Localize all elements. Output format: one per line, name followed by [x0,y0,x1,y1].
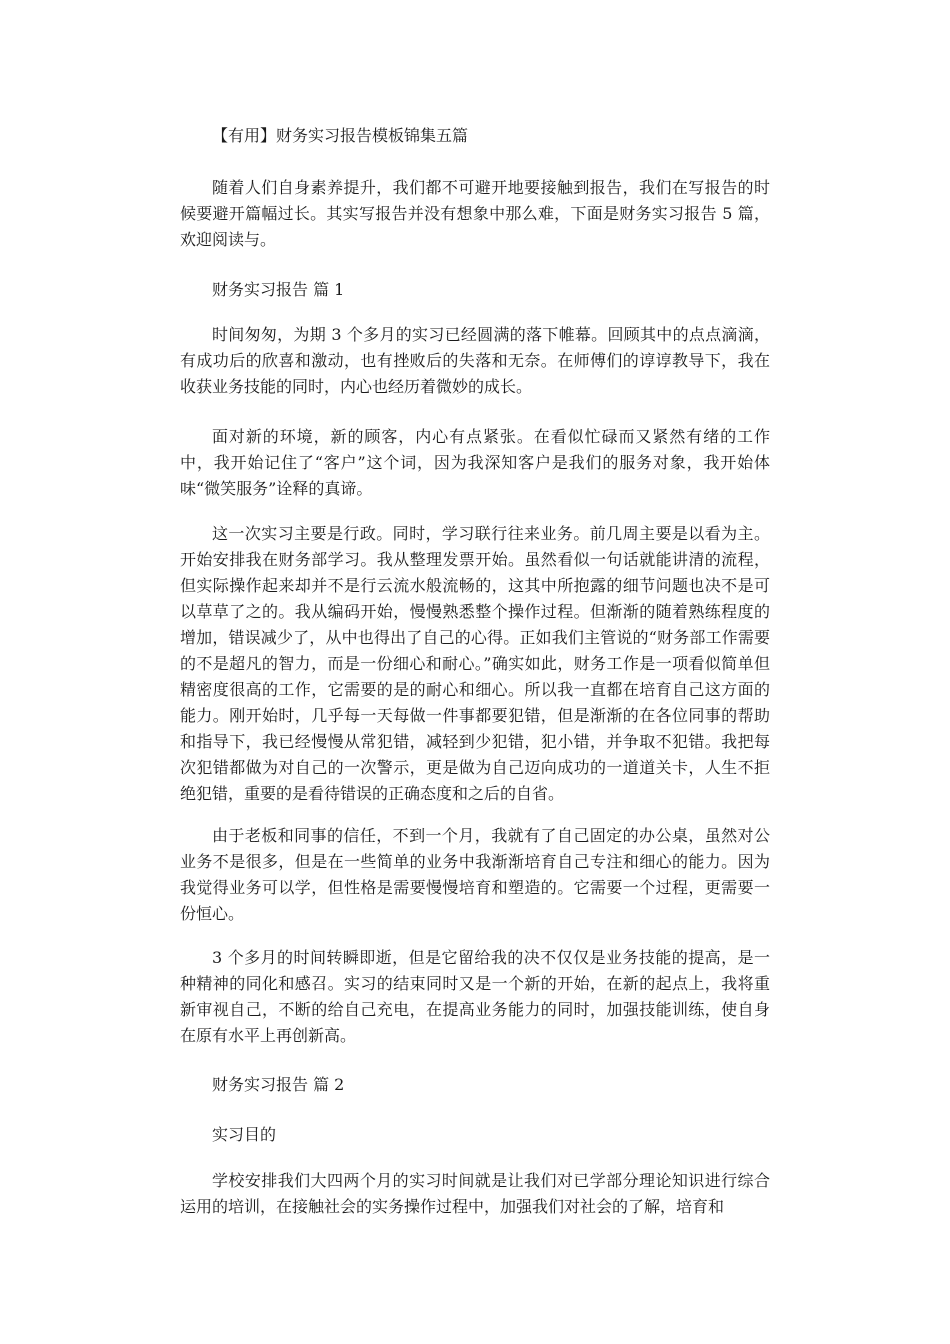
section-2-paragraph-1 [180,1168,770,1220]
section-1-paragraph-3 [180,521,770,807]
section-1-paragraph-5 [180,945,770,1049]
paragraph-text: 时间匆匆，为期 3 个多月的实习已经圆满的落下帷幕。回顾其中的点点滴滴，有成功后的欣喜和激动，也有挫败后的失落和无奈。在师傅们的谆谆教导下，我在收获业务技能的同时，内心也经历着微妙的成长。 [180,325,770,396]
section-1-paragraph-2 [180,424,770,502]
document-title: 【有用】财务实习报告模板锦集五篇 [212,126,469,145]
intro-paragraph [180,175,770,253]
paragraph-text: 3 个多月的时间转瞬即逝，但是它留给我的决不仅仅是业务技能的提高，是一种精神的同化和感召。实习的结束同时又是一个新的开始，在新的起点上，我将重新审视自己，不断的给自己充电，在提高业务能力的同时，加强技能训练，使自身在原有水平上再创新高。 [180,948,770,1045]
intro-text: 随着人们自身素养提升，我们都不可避开地要接触到报告，我们在写报告的时候要避开篇幅过长。其实写报告并没有想象中那么难，下面是财务实习报告 5 篇，欢迎阅读与。 [180,178,770,249]
section-1-paragraph-1 [180,322,770,400]
paragraph-text: 由于老板和同事的信任，不到一个月，我就有了自己固定的办公桌，虽然对公业务不是很多，但是在一些简单的业务中我渐渐培育自己专注和细心的能力。因为我觉得业务可以学，但性格是需要慢慢培育和塑造的。它需要一个过程，更需要一份恒心。 [180,826,770,923]
section-2-subheading: 实习目的 [212,1125,277,1144]
paragraph-text: 这一次实习主要是行政。同时，学习联行往来业务。前几周主要是以看为主。开始安排我在财务部学习。我从整理发票开始。虽然看似一句话就能讲清的流程，但实际操作起来却并不是行云流水般流畅的，这其中所抱露的细节问题也决不是可以草草了之的。我从编码开始，慢慢熟悉整个操作过程。但渐渐的随着熟练程度的增加，错误减少了，从中也得出了自己的心得。正如我们主管说的“财务部工作需要的不是超凡的智力，而是一份细心和耐心。”确实如此，财务工作是一项看似简单但精密度很高的工作，它需要的是的耐心和细心。所以我一直都在培育自己这方面的能力。刚开始时，几乎每一天每做一件事都要犯错，但是渐渐的在各位同事的帮助和指导下，我已经慢慢从常犯错，减轻到少犯错，犯小错，并争取不犯错。我把每次犯错都做为对自己的一次警示，更是做为自己迈向成功的一道道关卡，人生不拒绝犯错，重要的是看待错误的正确态度和之后的自省。 [180,524,770,803]
paragraph-text: 学校安排我们大四两个月的实习时间就是让我们对已学部分理论知识进行综合运用的培训，在接触社会的实务操作过程中，加强我们对社会的了解，培育和 [180,1171,770,1216]
section-1-heading: 财务实习报告 篇 1 [212,280,345,299]
section-2-heading: 财务实习报告 篇 2 [212,1075,345,1094]
section-1-paragraph-4 [180,823,770,927]
paragraph-text: 面对新的环境，新的顾客，内心有点紧张。在看似忙碌而又紧然有绪的工作中，我开始记住了“客户”这个词，因为我深知客户是我们的服务对象，我开始体味“微笑服务”诠释的真谛。 [180,427,770,498]
